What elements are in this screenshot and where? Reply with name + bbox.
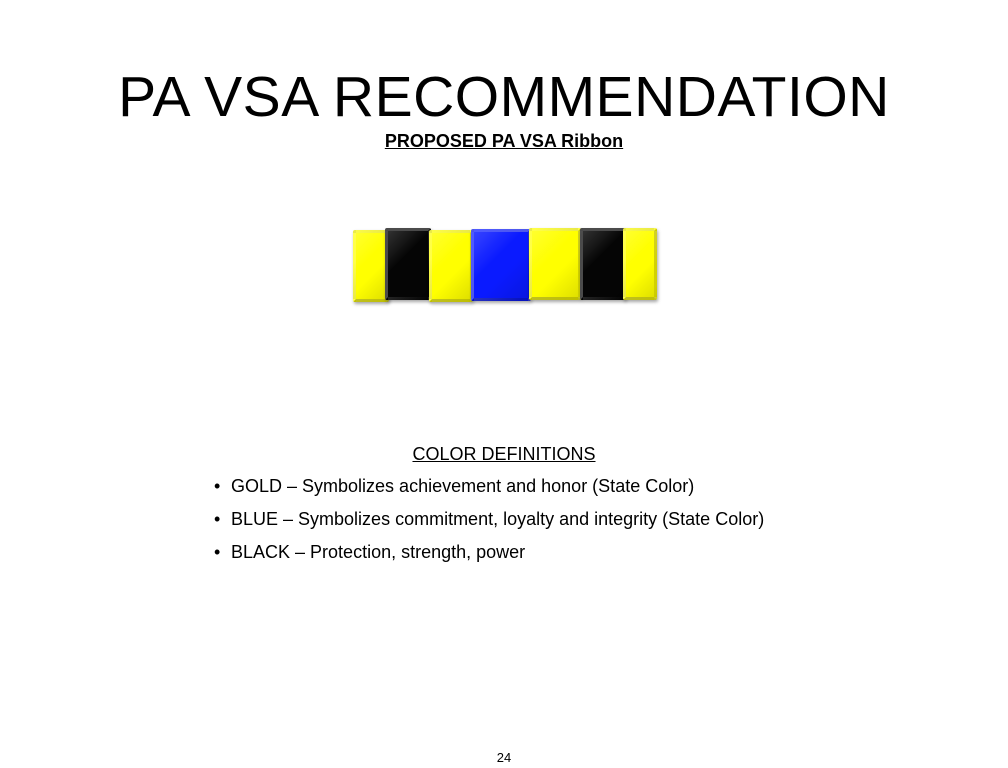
ribbon-graphic bbox=[353, 228, 657, 302]
bullet-icon: • bbox=[214, 476, 221, 496]
ribbon-stripe-black bbox=[580, 228, 626, 300]
ribbon-stripe-gold bbox=[623, 228, 657, 300]
list-item bbox=[214, 474, 764, 498]
ribbon-stripe-gold bbox=[353, 230, 389, 302]
definition-blue: BLUE – Symbolizes commitment, loyalty and integrity (State Color) bbox=[231, 509, 765, 529]
ribbon-stripe-blue bbox=[471, 229, 531, 301]
list-item bbox=[214, 540, 764, 564]
ribbon-stripe-gold bbox=[529, 228, 581, 300]
definition-black: BLACK – Protection, strength, power bbox=[231, 542, 526, 562]
ribbon-stripe-black bbox=[385, 228, 431, 300]
bullet-icon: • bbox=[214, 542, 221, 562]
ribbon-stripe-gold bbox=[429, 230, 473, 302]
color-definitions-list bbox=[214, 474, 764, 573]
list-item bbox=[214, 507, 764, 531]
ribbon-subtitle: PROPOSED PA VSA Ribbon bbox=[384, 131, 624, 151]
definition-gold: GOLD – Symbolizes achievement and honor (State Color) bbox=[231, 476, 695, 496]
bullet-icon: • bbox=[214, 509, 221, 529]
color-definitions-heading: COLOR DEFINITIONS bbox=[412, 444, 596, 464]
page-number: 24 bbox=[496, 750, 512, 765]
slide-title: PA VSA RECOMMENDATION bbox=[118, 65, 890, 129]
